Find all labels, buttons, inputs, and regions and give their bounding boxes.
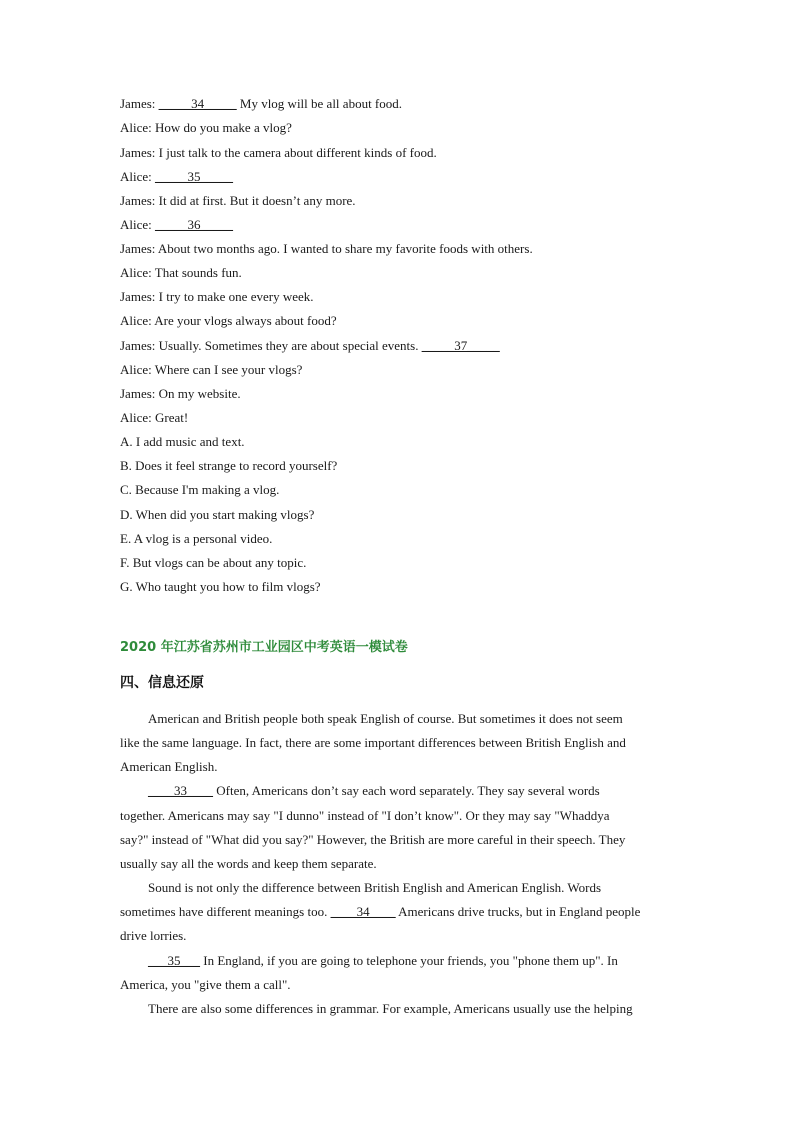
dialogue-line [120, 193, 356, 209]
option-item: E. A vlog is a personal video. [120, 531, 273, 546]
dialogue-line [120, 386, 241, 402]
line-text: Americans drive trucks, but in England people [395, 904, 641, 919]
option-item: G. Who taught you how to film vlogs? [120, 579, 321, 594]
option-item: B. Does it feel strange to record yourself? [120, 458, 338, 473]
option-item: D. When did you start making vlogs? [120, 507, 315, 522]
line-text: America, you "give them a call". [120, 977, 291, 992]
speaker-label: James: [120, 338, 156, 353]
passage-line [120, 977, 291, 993]
answer-blank: _____35_____ [155, 169, 234, 184]
dialogue-line [120, 241, 533, 257]
passage-line [148, 783, 600, 799]
passage-line [148, 711, 623, 727]
answer-blank: _____36_____ [155, 217, 234, 232]
dialogue-line [120, 169, 233, 185]
line-text: say?" instead of "What did you say?" However, the British are more careful in their speech. They [120, 832, 626, 847]
speaker-label: James: [120, 145, 156, 160]
passage-line [120, 928, 186, 944]
answer-blank: _____37_____ [421, 338, 500, 353]
line-text: Usually. Sometimes they are about special events. [155, 338, 422, 353]
dialogue-line [120, 313, 337, 329]
option-item: F. But vlogs can be about any topic. [120, 555, 307, 570]
speaker-label: Alice: [120, 313, 152, 328]
speaker-label: James: [120, 193, 156, 208]
line-text: My vlog will be all about food. [236, 96, 403, 111]
line-text: drive lorries. [120, 928, 187, 943]
passage-line [148, 953, 618, 969]
speaker-label: James: [120, 386, 156, 401]
speaker-label: Alice: [120, 362, 152, 377]
passage-line [120, 856, 377, 872]
speaker-label: Alice: [120, 410, 152, 425]
line-text: Great! [151, 410, 189, 425]
option-item: C. Because I'm making a vlog. [120, 482, 280, 497]
line-text: I try to make one every week. [155, 289, 314, 304]
dialogue-line [120, 362, 302, 378]
answer-blank: ____33____ [148, 783, 213, 798]
answer-blank: ___35___ [148, 953, 200, 968]
answer-blank: ____34____ [330, 904, 396, 919]
dialogue-line [120, 217, 233, 233]
line-text: sometimes have different meanings too. [120, 904, 331, 919]
dialogue-line [120, 289, 314, 305]
passage-line [148, 880, 601, 896]
dialogue-line [120, 265, 242, 281]
dialogue-line [120, 338, 500, 354]
passage-line [148, 1001, 633, 1017]
line-text: It did at first. But it doesn’t any more. [155, 193, 356, 208]
passage-line [120, 808, 610, 824]
line-text: like the same language. In fact, there are some important differences between British English and [120, 735, 626, 750]
line-text: In England, if you are going to telephone your friends, you "phone them up". In [200, 953, 618, 968]
line-text: On my website. [155, 386, 241, 401]
line-text: Are your vlogs always about food? [151, 313, 337, 328]
line-text: American and British people both speak English of course. But sometimes it does not seem [148, 711, 623, 726]
line-text: Often, Americans don’t say each word separately. They say several words [213, 783, 600, 798]
dialogue-line [120, 120, 292, 136]
speaker-label: James: [120, 96, 156, 111]
speaker-label: James: [120, 241, 156, 256]
speaker-label: James: [120, 289, 156, 304]
passage-line [120, 735, 626, 751]
dialogue-line [120, 145, 437, 161]
line-text: American English. [120, 759, 218, 774]
line-text: usually say all the words and keep them separate. [120, 856, 377, 871]
line-text: That sounds fun. [151, 265, 242, 280]
exam-title: 2020 年江苏省苏州市工业园区中考英语一模试卷 [120, 640, 408, 655]
line-text: How do you make a vlog? [151, 120, 292, 135]
line-text: There are also some differences in grammar. For example, Americans usually use the helping [148, 1001, 633, 1016]
section-heading: 四、信息还原 [120, 675, 204, 691]
line-text: I just talk to the camera about different kinds of food. [155, 145, 437, 160]
line-text: About two months ago. I wanted to share my favorite foods with others. [155, 241, 533, 256]
line-text: together. Americans may say "I dunno" instead of "I don’t know". Or they may say "Whaddya [120, 808, 610, 823]
passage-line [120, 759, 217, 775]
speaker-label: Alice: [120, 120, 152, 135]
line-text: Where can I see your vlogs? [151, 362, 303, 377]
passage-line [120, 832, 625, 848]
dialogue-line [120, 410, 188, 426]
line-text: Sound is not only the difference between British English and American English. Words [148, 880, 602, 895]
speaker-label: Alice: [120, 169, 152, 184]
speaker-label: Alice: [120, 265, 152, 280]
passage-line [120, 904, 640, 920]
speaker-label: Alice: [120, 217, 152, 232]
answer-blank: _____34_____ [158, 96, 237, 111]
dialogue-line [120, 96, 402, 112]
option-item: A. I add music and text. [120, 434, 245, 449]
